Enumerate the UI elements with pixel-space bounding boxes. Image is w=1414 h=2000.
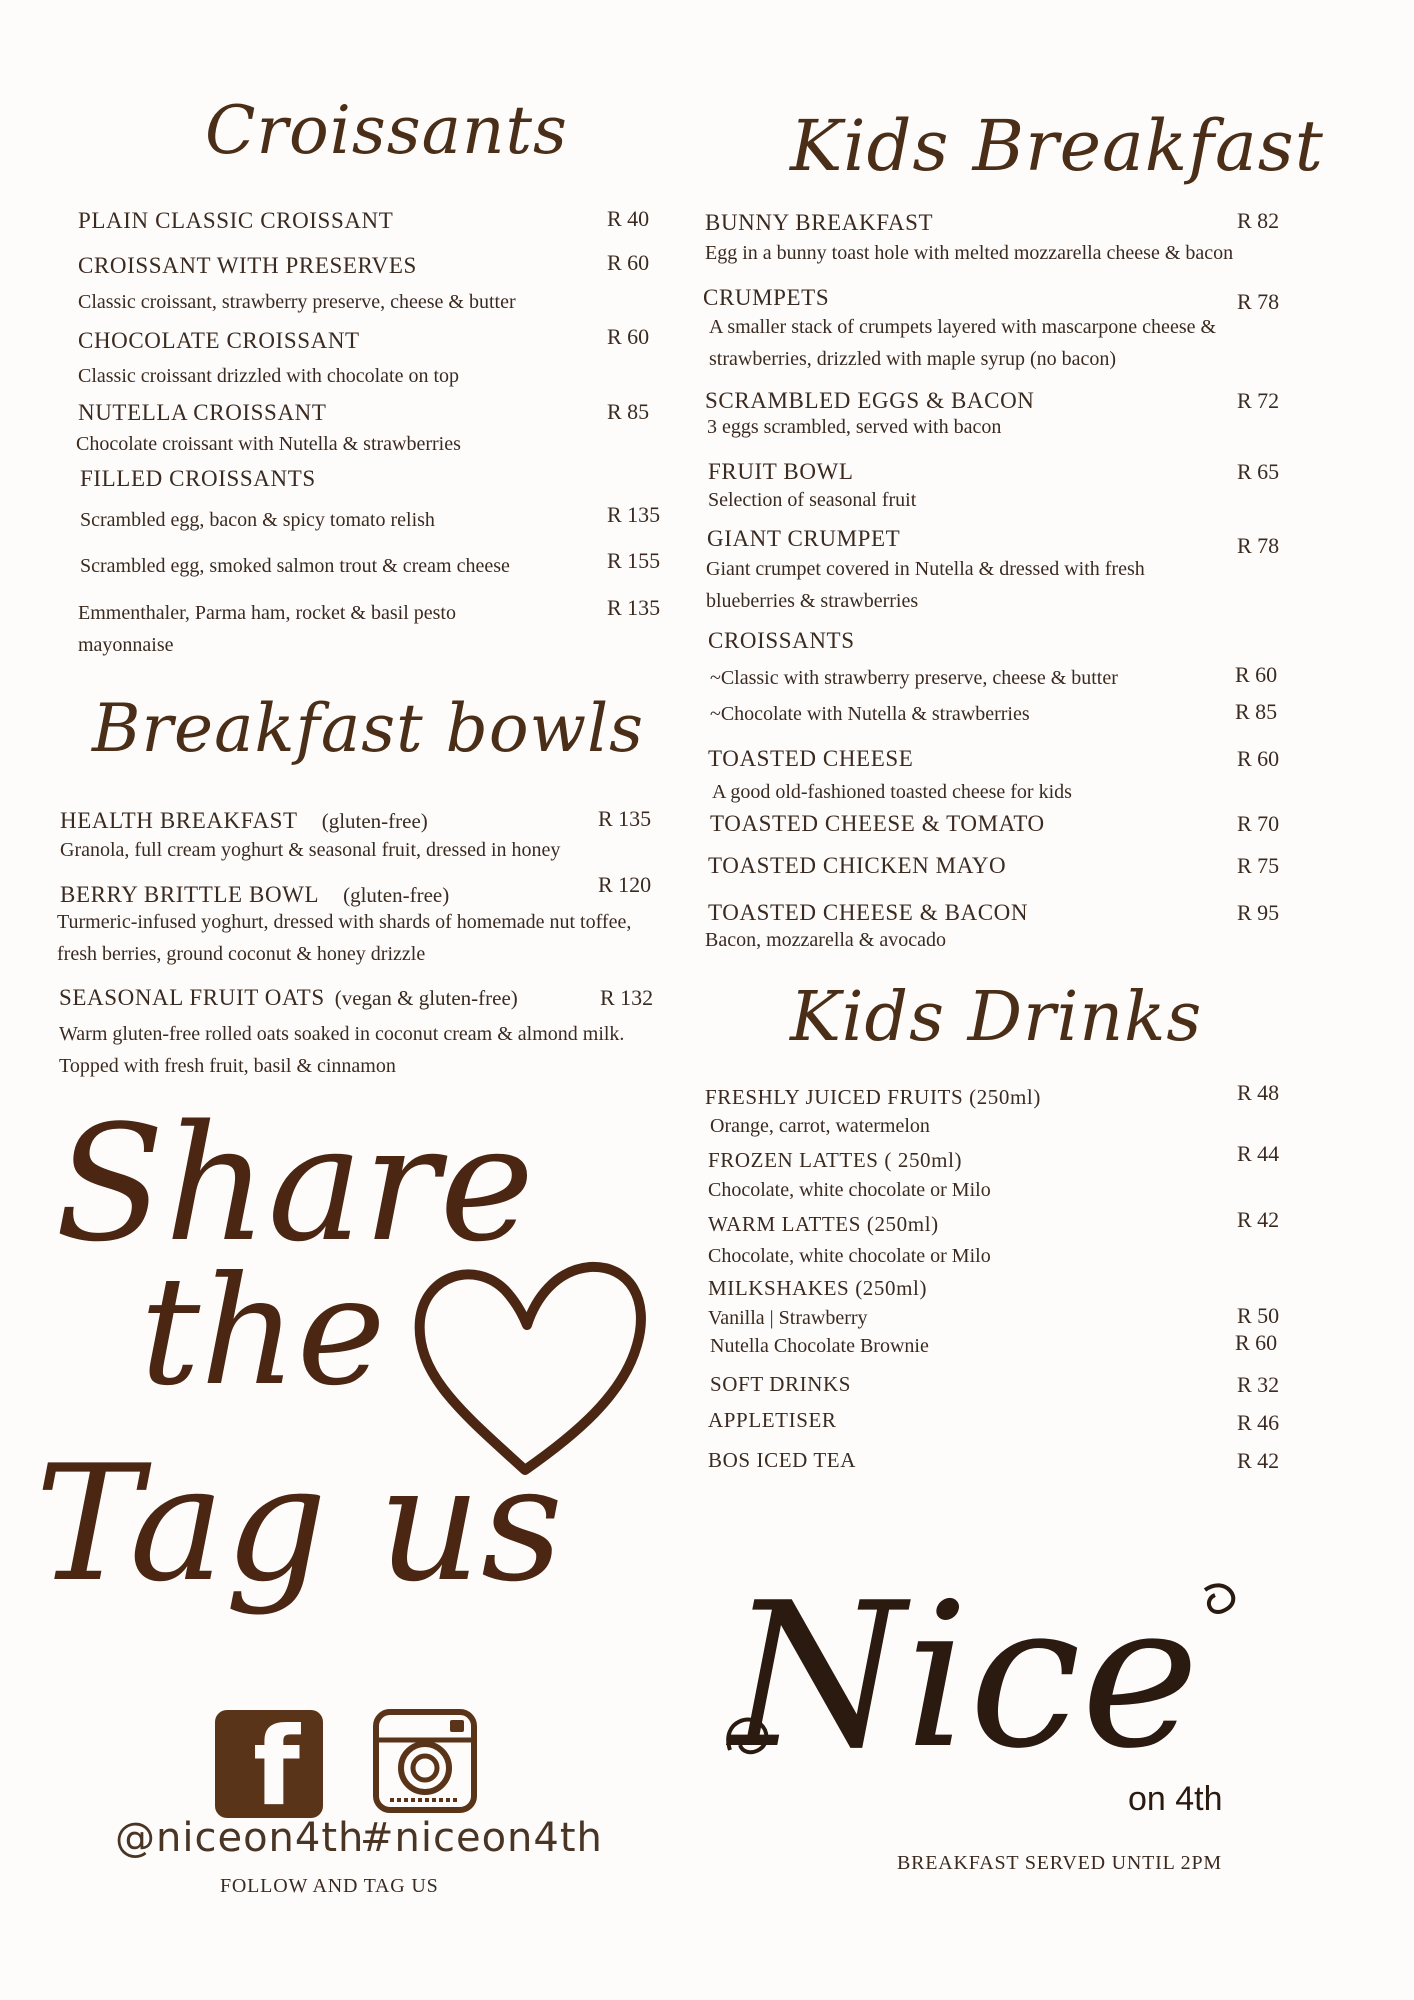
breakfast-served-note: BREAKFAST SERVED UNTIL 2PM — [897, 1852, 1222, 1874]
menu-item-description: Turmeric-infused yoghurt, dressed with shards of homemade nut toffee, fresh berries, ground coconut & honey drizzle — [57, 911, 632, 965]
menu-item-name — [59, 985, 518, 1011]
menu-item-description: Warm gluten-free rolled oats soaked in coconut cream & almond milk. Topped with fresh fruit, basil & cinnamon — [59, 1023, 625, 1077]
menu-item-name: FROZEN LATTES ( 250ml) — [708, 1148, 963, 1172]
menu-item-price: R 132 — [600, 985, 654, 1010]
menu-item-description: 3 eggs scrambled, served with bacon — [707, 416, 1002, 438]
menu-item-description: Classic croissant drizzled with chocolate on top — [78, 365, 460, 387]
menu-item-price: R 95 — [1237, 900, 1280, 925]
menu-item-description: Chocolate, white chocolate or Milo — [708, 1245, 991, 1267]
menu-item-price: R 78 — [1237, 289, 1280, 314]
menu-item-description: Giant crumpet covered in Nutella & dressed with fresh blueberries & strawberries — [706, 558, 1145, 612]
the-script: the — [140, 1245, 386, 1419]
share-script: Share — [55, 1090, 535, 1277]
menu-item-name: NUTELLA CROISSANT — [78, 400, 327, 425]
social-handle[interactable]: @niceon4th — [115, 1815, 365, 1861]
follow-and-tag-text: FOLLOW AND TAG US — [220, 1875, 439, 1897]
filled-croissants-subheading: FILLED CROISSANTS — [80, 466, 316, 491]
menu-item-price: R 60 — [1235, 1330, 1278, 1355]
menu-item-name: FRESHLY JUICED FRUITS (250ml) — [705, 1085, 1041, 1109]
menu-item-price: R 135 — [598, 806, 652, 831]
dietary-tag: (gluten-free) — [321, 809, 428, 833]
facebook-glyph: f — [253, 1705, 300, 1830]
menu-item-price: R 44 — [1237, 1141, 1280, 1166]
menu-item-price: R 42 — [1237, 1207, 1280, 1232]
menu-item-price: R 85 — [1235, 699, 1278, 724]
menu-item-price: R 60 — [607, 324, 650, 349]
menu-item-description: Chocolate croissant with Nutella & strawberries — [76, 433, 461, 455]
croissants-heading: Croissants — [205, 92, 568, 169]
menu-item-price: R 72 — [1237, 388, 1280, 413]
tag-us-script: Tag us — [35, 1430, 564, 1617]
menu-item-name: TOASTED CHICKEN MAYO — [708, 853, 1007, 878]
kids-breakfast-heading: Kids Breakfast — [790, 105, 1324, 187]
instagram-icon[interactable] — [372, 1708, 478, 1814]
menu-item-price: R 120 — [598, 872, 652, 897]
menu-item-description: Scrambled egg, smoked salmon trout & cream cheese — [80, 555, 510, 577]
menu-item-description: Granola, full cream yoghurt & seasonal fruit, dressed in honey — [60, 839, 561, 861]
menu-item-description: ~Classic with strawberry preserve, cheese & butter — [710, 667, 1118, 689]
menu-item-name: TOASTED CHEESE & BACON — [708, 900, 1029, 925]
menu-item-name: SOFT DRINKS — [710, 1372, 851, 1396]
kids-drinks-heading: Kids Drinks — [790, 978, 1203, 1057]
menu-item-price: R 85 — [607, 399, 650, 424]
menu-item-description: A smaller stack of crumpets layered with mascarpone cheese & strawberries, drizzled with maple syrup (no bacon) — [709, 316, 1217, 370]
menu-item-description: Vanilla | Strawberry — [708, 1307, 868, 1329]
menu-item-name — [60, 808, 428, 834]
social-hashtag[interactable]: #niceon4th — [360, 1815, 603, 1861]
menu-item-description: Nutella Chocolate Brownie — [710, 1335, 929, 1357]
menu-item-price: R 60 — [607, 250, 650, 275]
menu-item-description: Emmenthaler, Parma ham, rocket & basil pesto mayonnaise — [78, 602, 456, 656]
menu-item-price: R 48 — [1237, 1080, 1280, 1105]
menu-item-name: PLAIN CLASSIC CROISSANT — [78, 208, 394, 233]
menu-item-price: R 78 — [1237, 533, 1280, 558]
facebook-icon[interactable] — [215, 1705, 323, 1830]
breakfast-bowls-heading: Breakfast bowls — [92, 690, 645, 767]
menu-item-name-text: HEALTH BREAKFAST — [60, 808, 298, 833]
menu-item-price: R 42 — [1237, 1448, 1280, 1473]
menu-item-price: R 32 — [1237, 1372, 1280, 1397]
menu-item-name: WARM LATTES (250ml) — [708, 1212, 939, 1236]
menu-item-description: Chocolate, white chocolate or Milo — [708, 1179, 991, 1201]
menu-item-description: Bacon, mozzarella & avocado — [705, 929, 946, 951]
menu-item-description: Orange, carrot, watermelon — [710, 1115, 930, 1137]
menu-item-name: TOASTED CHEESE & TOMATO — [710, 811, 1045, 836]
logo-flourish-icon — [715, 1560, 1255, 1800]
dietary-tag: (vegan & gluten-free) — [334, 986, 518, 1010]
nice-logo: Nice — [730, 1560, 1200, 1793]
menu-item-price: R 135 — [607, 502, 661, 527]
menu-item-price: R 65 — [1237, 459, 1280, 484]
menu-item-name-text: BERRY BRITTLE BOWL — [60, 882, 320, 907]
menu-item-name: BUNNY BREAKFAST — [705, 210, 934, 235]
kids-croissants-subheading: CROISSANTS — [708, 628, 855, 653]
menu-item-name: TOASTED CHEESE — [708, 746, 914, 771]
menu-item-name: APPLETISER — [708, 1408, 837, 1432]
menu-item-description: ~Chocolate with Nutella & strawberries — [710, 703, 1030, 725]
menu-item-description: A good old-fashioned toasted cheese for kids — [712, 781, 1072, 803]
menu-item-price: R 82 — [1237, 208, 1280, 233]
menu-item-price: R 46 — [1237, 1410, 1280, 1435]
menu-item-name: CROISSANT WITH PRESERVES — [78, 253, 417, 278]
menu-item-name — [60, 882, 449, 908]
menu-item-description: Selection of seasonal fruit — [708, 489, 917, 511]
menu-item-name: CHOCOLATE CROISSANT — [78, 328, 360, 353]
menu-item-name: BOS ICED TEA — [708, 1448, 856, 1472]
menu-item-price: R 60 — [1237, 746, 1280, 771]
menu-item-name: MILKSHAKES (250ml) — [708, 1276, 928, 1300]
menu-item-price: R 50 — [1237, 1303, 1280, 1328]
menu-item-price: R 75 — [1237, 853, 1280, 878]
menu-item-price: R 135 — [607, 595, 661, 620]
menu-item-name: FRUIT BOWL — [708, 459, 854, 484]
menu-item-price: R 70 — [1237, 811, 1280, 836]
menu-item-name: GIANT CRUMPET — [707, 526, 901, 551]
menu-item-price: R 155 — [607, 548, 661, 573]
menu-item-description: Scrambled egg, bacon & spicy tomato relish — [80, 509, 435, 531]
menu-item-name-text: SEASONAL FRUIT OATS — [59, 985, 325, 1010]
menu-item-price: R 60 — [1235, 662, 1278, 687]
menu-item-name: CRUMPETS — [703, 285, 830, 310]
menu-item-description: Classic croissant, strawberry preserve, cheese & butter — [78, 291, 516, 313]
menu-item-description: Egg in a bunny toast hole with melted mozzarella cheese & bacon — [705, 242, 1234, 264]
logo-subtitle: on 4th — [1128, 1780, 1223, 1818]
menu-item-name: SCRAMBLED EGGS & BACON — [705, 388, 1035, 413]
menu-item-price: R 40 — [607, 206, 650, 231]
dietary-tag: (gluten-free) — [343, 883, 450, 907]
